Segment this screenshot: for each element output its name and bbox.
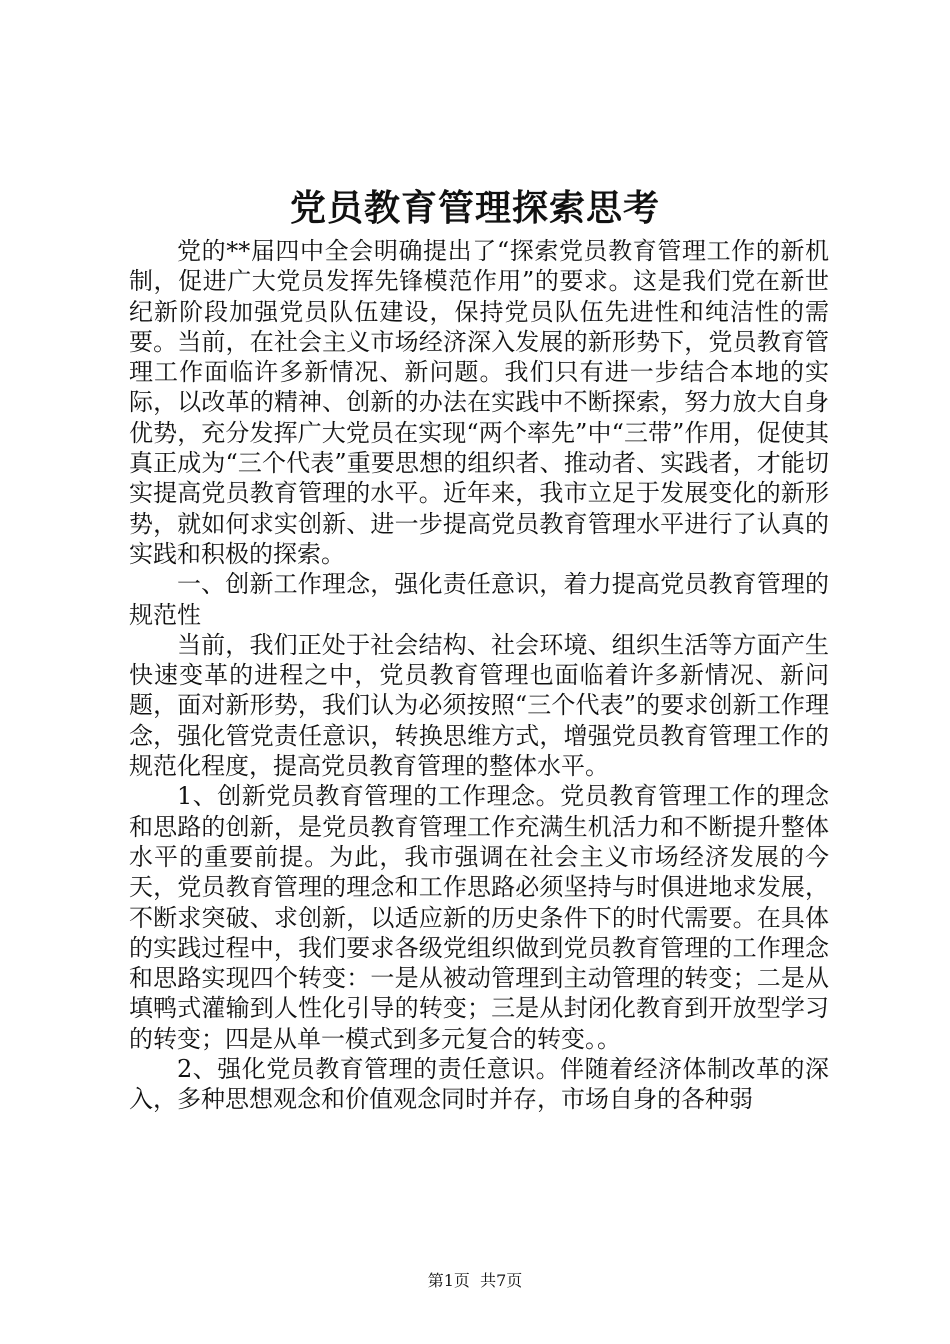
document-body [129,236,829,1115]
paragraph-intro: 党的**届四中全会明确提出了“探索党员教育管理工作的新机制，促进广大党员发挥先锋模范作用”的要求。这是我们党在新世纪新阶段加强党员队伍建设，保持党员队伍先进性和纯洁性的需要。当前，在社会主义市场经济深入发展的新形势下，党员教育管理工作面临许多新情况、新问题。我们只有进一步结合本地的实际，以改革的精神、创新的办法在实践中不断探索，努力放大自身优势，充分发挥广大党员在实现“两个率先”中“三带”作用，促使其真正成为“三个代表”重要思想的组织者、推动者、实践者，才能切实提高党员教育管理的水平。近年来，我市立足于发展变化的新形势，就如何求实创新、进一步提高党员教育管理水平进行了认真的实践和积极的探索。 [129,237,829,568]
page-number: 第1页 共7页 [427,1271,523,1290]
page-footer [0,1270,950,1292]
document-title: 党员教育管理探索思考 [289,187,660,229]
paragraph-point-1: 1、创新党员教育管理的工作理念。党员教育管理工作的理念和思路的创新，是党员教育管理工作充满生机活力和不断提升整体水平的重要前提。为此，我市强调在社会主义市场经济发展的今天，党员教育管理的理念和工作思路必须坚持与时俱进地求发展，不断求突破、求创新，以适应新的历史条件下的时代需要。在具体的实践过程中，我们要求各级党组织做到党员教育管理的工作理念和思路实现四个转变：一是从被动管理到主动管理的转变；二是从填鸭式灌输到人性化引导的转变；三是从封闭化教育到开放型学习的转变；四是从单一模式到多元复合的转变。。 [129,782,829,1053]
paragraph-point-2: 2、强化党员教育管理的责任意识。伴随着经济体制改革的深入，多种思想观念和价值观念同时并存，市场自身的各种弱 [129,1055,829,1114]
section-heading-1: 一、创新工作理念，强化责任意识，着力提高党员教育管理的规范性 [129,570,829,629]
paragraph-section-1: 当前，我们正处于社会结构、社会环境、组织生活等方面产生快速变革的进程之中，党员教育管理也面临着许多新情况、新问题，面对新形势，我们认为必须按照“三个代表”的要求创新工作理念，强化管党责任意识，转换思维方式，增强党员教育管理工作的规范化程度，提高党员教育管理的整体水平。 [129,630,829,781]
